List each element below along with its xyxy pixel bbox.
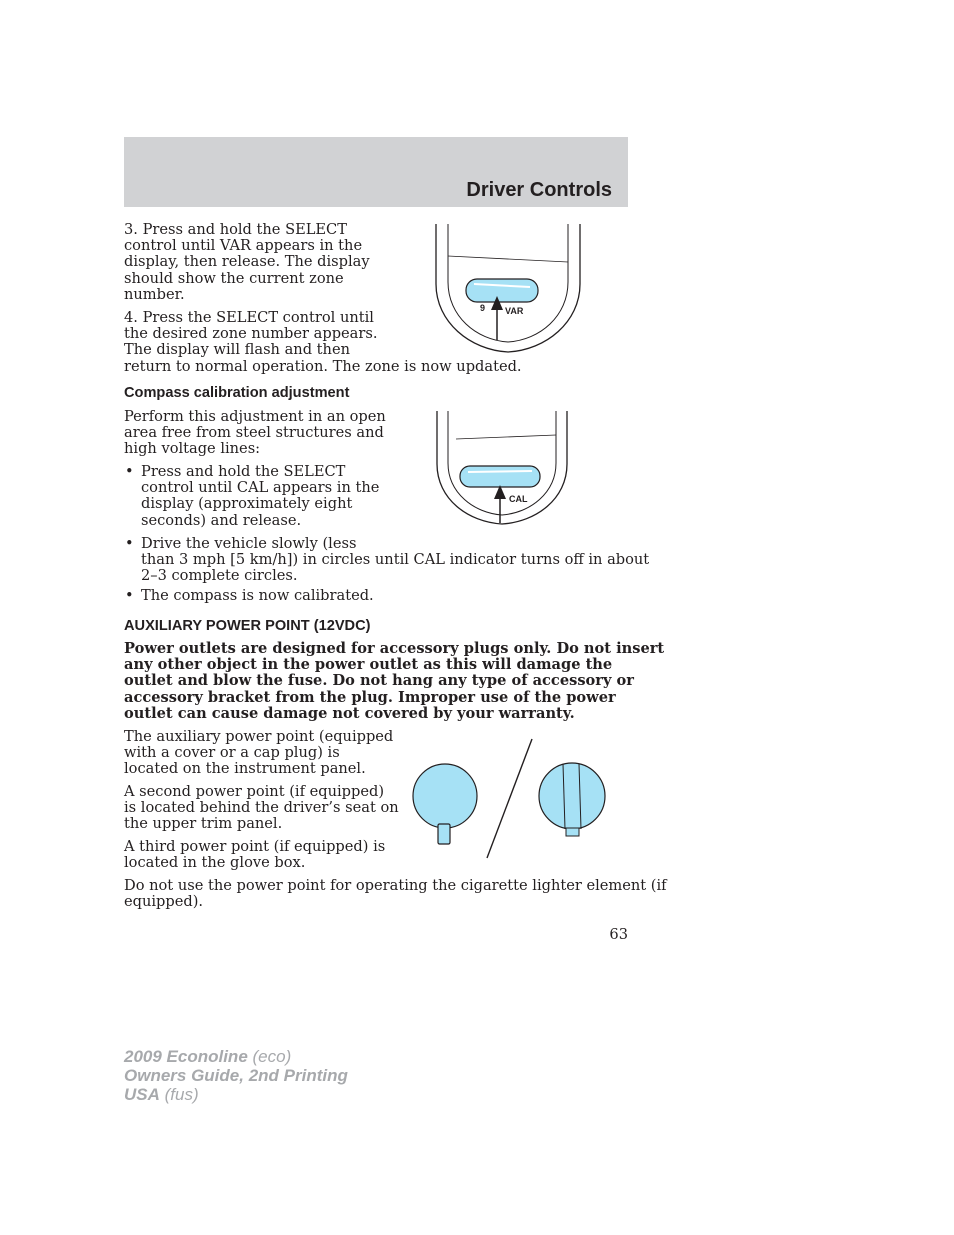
bullet-line: Drive the vehicle slowly (less — [141, 535, 357, 552]
aux-paragraph-4 — [124, 877, 667, 911]
bullet-item — [124, 588, 524, 606]
bullet-line: Press and hold the SELECT — [141, 463, 346, 480]
display-divider — [456, 435, 556, 439]
power-outlet-figure — [405, 736, 615, 862]
aux-paragraph-1 — [124, 729, 399, 778]
compass-heading: Compass calibration adjustment — [124, 385, 350, 401]
cap-hinge — [566, 828, 579, 836]
bullet-line: seconds) and release. — [141, 511, 302, 529]
zone-number-label: 9 — [480, 303, 486, 313]
aux-line: A second power point (if equipped) — [124, 783, 385, 800]
aux-line: with a cover or a cap plug) is — [124, 744, 340, 762]
mirror-inner-outline — [448, 411, 556, 515]
button-highlight — [468, 471, 532, 472]
bullet-text: The compass is now calibrated. — [141, 587, 374, 604]
mirror-var-figure — [430, 222, 590, 357]
select-button — [466, 279, 538, 302]
aux-line: located on the instrument panel. — [124, 760, 366, 778]
aux-line: is located behind the driver’s seat on — [124, 799, 399, 817]
aux-line: the upper trim panel. — [124, 815, 283, 833]
bullet-text — [141, 535, 650, 585]
outlet-cap-open — [539, 763, 605, 829]
compass-intro-line: high voltage lines: — [124, 440, 261, 458]
bullet-line: 2–3 complete circles. — [141, 567, 298, 585]
aux-paragraph-2 — [124, 784, 399, 833]
step-3-line: number. — [124, 285, 185, 303]
divider-slash — [487, 739, 532, 858]
aux-line: equipped). — [124, 893, 204, 911]
bullet-marker: • — [125, 463, 134, 480]
header-band — [124, 137, 628, 207]
display-divider — [448, 256, 568, 262]
step-4-line: return to normal operation. The zone is now updated. — [124, 357, 522, 375]
bullet-line: control until CAL appears in the — [141, 479, 380, 497]
compass-intro-line: Perform this adjustment in an open — [124, 408, 386, 425]
warning-line: outlet and blow the fuse. Do not hang any type of accessory or — [124, 672, 634, 690]
aux-line: located in the glove box. — [124, 854, 306, 872]
footer-line — [124, 1085, 348, 1104]
aux-line: The auxiliary power point (equipped — [124, 728, 394, 745]
step-3-line: control until VAR appears in the — [124, 237, 363, 255]
footer-model-code: (eco) — [252, 1047, 292, 1066]
step-4-line: The display will flash and then — [124, 341, 350, 359]
bullet-marker: • — [125, 587, 134, 604]
step-3-line: display, then release. The display — [124, 253, 370, 271]
bullet-line: than 3 mph [5 km/h]) in circles until CAL indicator turns off in about — [141, 551, 650, 569]
page-number: 63 — [609, 926, 628, 943]
mirror-cal-figure — [432, 409, 582, 529]
outlet-cap-closed — [413, 764, 477, 828]
compass-intro-line: area free from steel structures and — [124, 424, 384, 442]
aux-heading: AUXILIARY POWER POINT (12VDC) — [124, 618, 371, 634]
footer-printing: Owners Guide, 2nd Printing — [124, 1066, 348, 1085]
select-button — [460, 466, 540, 487]
step-4-line: the desired zone number appears. — [124, 325, 378, 343]
bullet-item — [124, 464, 394, 530]
footer-market-code: (fus) — [164, 1085, 199, 1104]
aux-paragraph-3 — [124, 839, 399, 871]
footer-market: USA — [124, 1085, 160, 1104]
warning-line: accessory bracket from the plug. Improper use of the power — [124, 688, 616, 706]
bullet-text — [141, 464, 391, 529]
bullet-item — [124, 535, 650, 586]
section-title: Driver Controls — [466, 179, 612, 201]
footer-line — [124, 1047, 348, 1066]
warning-line: outlet can cause damage not covered by your warranty. — [124, 704, 575, 722]
aux-line: Do not use the power point for operating the cigarette lighter element (if — [124, 877, 667, 894]
step-3-line: should show the current zone — [124, 269, 344, 287]
warning-paragraph — [124, 640, 665, 722]
cal-label: CAL — [509, 494, 528, 504]
aux-line: A third power point (if equipped) is — [124, 838, 386, 855]
step-3-paragraph — [124, 222, 386, 303]
compass-intro — [124, 409, 394, 458]
warning-line: Power outlets are designed for accessory plugs only. Do not insert — [124, 640, 665, 657]
bullet-marker: • — [125, 535, 134, 552]
var-label: VAR — [505, 306, 524, 316]
bullet-line: display (approximately eight — [141, 495, 353, 513]
step-3-line: 3. Press and hold the SELECT — [124, 221, 347, 238]
footer-model: 2009 Econoline — [124, 1047, 248, 1066]
footer — [124, 1047, 348, 1104]
warning-line: any other object in the power outlet as this will damage the — [124, 656, 613, 674]
step-4-line: 4. Press the SELECT control until — [124, 309, 374, 326]
cap-tab — [438, 824, 450, 844]
